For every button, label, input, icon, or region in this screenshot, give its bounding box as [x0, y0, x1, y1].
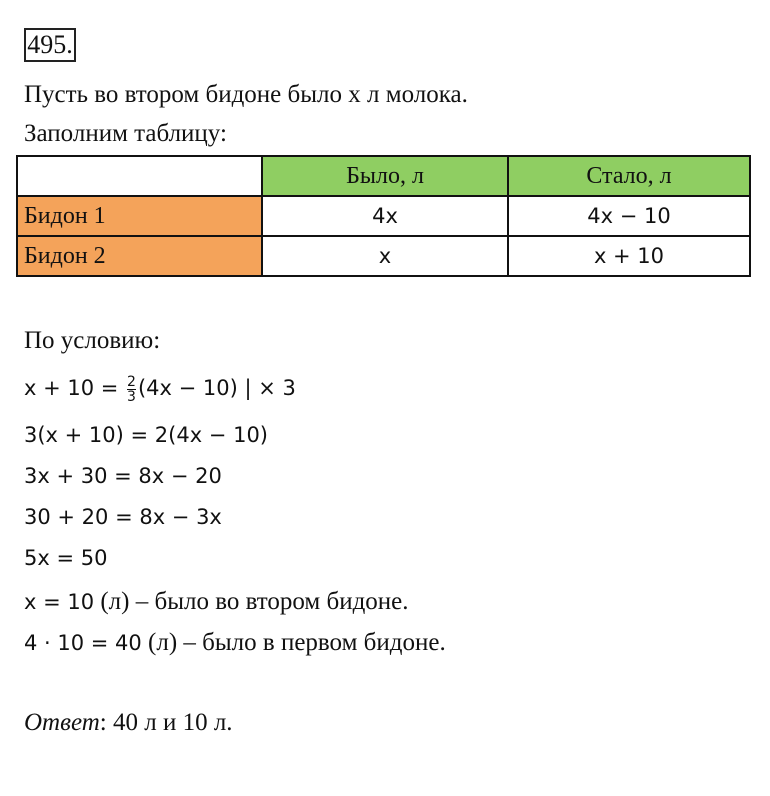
cell-can-2-after: x + 10	[508, 236, 750, 276]
equation-7	[24, 628, 446, 658]
table-row	[17, 196, 750, 236]
row-label-can-1: Бидон 1	[17, 196, 262, 236]
equation-1	[24, 370, 296, 406]
row-label-can-2: Бидон 2	[17, 236, 262, 276]
answer-line	[24, 708, 233, 738]
fraction-denominator: 3	[127, 388, 136, 405]
fraction	[127, 375, 136, 404]
table-header-empty	[17, 156, 262, 196]
equation-3: 3x + 30 = 8x − 20	[24, 464, 222, 488]
table-header-after: Стало, л	[508, 156, 750, 196]
table-header-row	[17, 156, 750, 196]
equation-1-right: (4x − 10) | × 3	[137, 376, 296, 400]
intro-text: Пусть во втором бидоне было x л молока.	[24, 81, 468, 108]
cell-can-2-before: x	[262, 236, 508, 276]
equation-2: 3(x + 10) = 2(4x − 10)	[24, 423, 268, 447]
equation-7-math: 4 · 10 = 40	[24, 631, 142, 655]
condition-label: По условию:	[24, 327, 161, 354]
equation-5: 5x = 50	[24, 546, 108, 570]
equation-6-text: (л) – было во втором бидоне.	[94, 588, 409, 615]
equation-1-left: x + 10 =	[24, 376, 126, 400]
equation-4: 30 + 20 = 8x − 3x	[24, 505, 222, 529]
data-table	[16, 155, 751, 277]
cell-can-1-after: 4x − 10	[508, 196, 750, 236]
table-row	[17, 236, 750, 276]
problem-number: 495.	[24, 28, 76, 62]
cell-can-1-before: 4x	[262, 196, 508, 236]
answer-label: Ответ	[24, 709, 100, 736]
equation-6-math: x = 10	[24, 590, 95, 614]
equation-6	[24, 587, 409, 617]
equation-7-text: (л) – было в первом бидоне.	[141, 629, 446, 656]
table-header-before: Было, л	[262, 156, 508, 196]
answer-text: : 40 л и 10 л.	[99, 709, 233, 736]
fill-table-text: Заполним таблицу:	[24, 120, 227, 147]
fraction-numerator: 2	[127, 373, 136, 390]
